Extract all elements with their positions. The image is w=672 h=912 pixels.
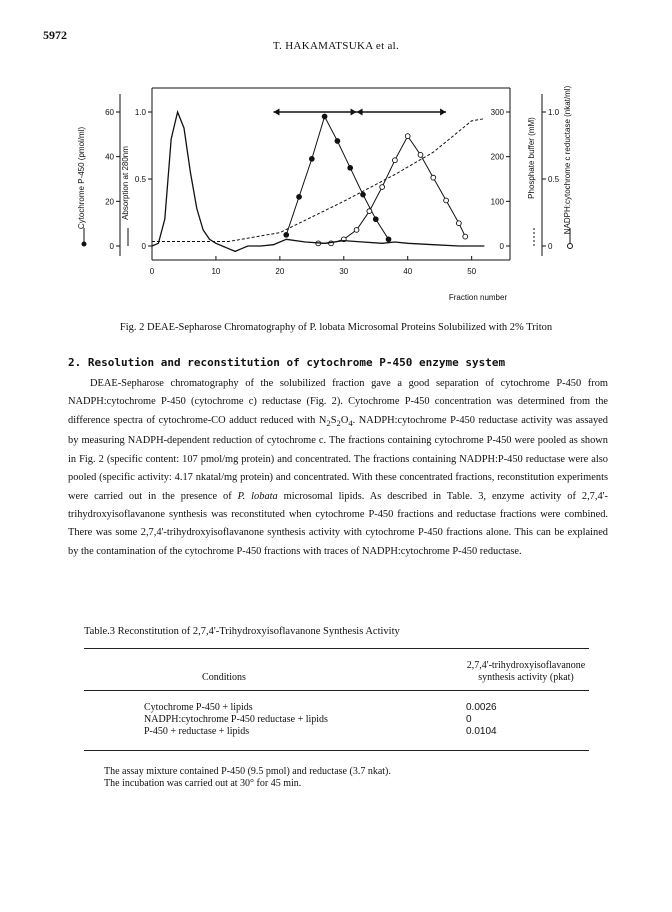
x-tick-label: 50 xyxy=(467,267,477,276)
figure-2 xyxy=(70,78,605,323)
data-point-nadph-cytochrome-c-reductase-nkat-ml xyxy=(393,158,398,163)
running-head-text: T. HAKAMATSUKA et al. xyxy=(272,40,400,52)
axis-absorption-tick-label: 0 xyxy=(141,242,146,251)
data-point-cytochrome-p-450-pmol-ml xyxy=(309,157,314,162)
axis-phosphate-label: Phosphate buffer (mM) xyxy=(527,117,536,199)
x-tick-label: 40 xyxy=(403,267,413,276)
running-head xyxy=(0,40,672,52)
x-tick-label: 20 xyxy=(275,267,285,276)
x-tick-label: 30 xyxy=(339,267,349,276)
table-caption: Table.3 Reconstitution of 2,7,4'-Trihydroxyisoflavanone Synthesis Activity xyxy=(84,626,400,637)
header-activity-line1: 2,7,4'-trihydroxyisoflavanone xyxy=(466,660,586,671)
data-point-cytochrome-p-450-pmol-ml xyxy=(297,194,302,199)
axis-phosphate-tick-label: 100 xyxy=(490,197,504,207)
data-point-cytochrome-p-450-pmol-ml xyxy=(373,217,378,222)
row-2-activity: 0 xyxy=(466,714,472,725)
axis-reductase-tick-label: 0.5 xyxy=(548,175,560,184)
row-3-activity: 0.0104 xyxy=(466,726,497,737)
row-3-condition: P-450 + reductase + lipids xyxy=(144,726,250,737)
table-note-2: The incubation was carried out at 30° for 45 min. xyxy=(104,778,302,789)
data-point-cytochrome-p-450-pmol-ml xyxy=(386,237,391,242)
data-point-nadph-cytochrome-c-reductase-nkat-ml xyxy=(405,134,410,139)
data-point-nadph-cytochrome-c-reductase-nkat-ml xyxy=(431,175,436,180)
x-tick-label: 0 xyxy=(149,267,155,276)
table-header-rule xyxy=(84,690,589,691)
results-table xyxy=(84,648,589,798)
table-note-1: The assay mixture contained P-450 (9.5 pmol) and reductase (3.7 nkat). xyxy=(104,766,391,777)
figure-caption xyxy=(0,322,672,333)
body-paragraph: DEAE-Sepharose chromatography of the solubilized fraction gave a good separation of cytochrome P-450 from NADPH:cytochrome P-450 (cytochrome c) reductase (Fig. 2). Cytochrome P-450 concentration was determined from the difference spectra of cytochrome-CO adduct reduced with $N_2S_2O_4$. NADPH:cytochrome P-450 reductase activity was assayed by measuring NADPH-dependent reduction of cytochrome c. The fractions containing cytochrome P-450 were pooled as shown in Fig. 2 (specific content: 107 pmol/mg protein) and concentrated. The fractions containing NADPH:P-450 reductase were also pooled (specific activity: 4.17 nkatal/mg protein) and concentrated. With these concentrated fractions, reconstitution experiments were carried out in the presence of P. lobata microsomal lipids. As described in Table. 3, enzyme activity of 2,7,4'-trihydroxyisoflavanone synthesis was reconstituted when cytochrome P-450 fractions and reductase fractions were combined. There was some 2,7,4'-trihydroxyisoflavanone synthesis activity with cytochrome P-450 fractions alone. This can be explained by the contamination of the cytochrome P-450 fractions with traces of NADPH:cytochrome P-450 reductase. xyxy=(68,378,609,557)
data-point-cytochrome-p-450-pmol-ml xyxy=(335,139,340,144)
chromatography-chart xyxy=(70,78,605,318)
row-1-condition: Cytochrome P-450 + lipids xyxy=(144,702,253,713)
axis-p450-tick-label: 60 xyxy=(105,108,114,117)
data-point-cytochrome-p-450-pmol-ml xyxy=(348,165,353,170)
pooling-arrowhead xyxy=(273,109,279,116)
axis-p450-tick-label: 20 xyxy=(105,197,114,207)
series-line-cytochrome-p-450-pmol-ml xyxy=(286,117,388,240)
data-point-nadph-cytochrome-c-reductase-nkat-ml xyxy=(444,198,449,203)
body-text xyxy=(68,375,608,561)
data-point-cytochrome-p-450-pmol-ml xyxy=(361,192,366,197)
axis-phosphate-tick-label: 300 xyxy=(490,108,504,117)
pooling-arrowhead xyxy=(351,109,357,116)
data-point-nadph-cytochrome-c-reductase-nkat-ml xyxy=(354,228,359,233)
axis-absorption-label: Absorption at 280nm xyxy=(121,146,130,220)
pooling-arrowhead xyxy=(440,109,446,116)
axis-reductase-tick-label: 1.0 xyxy=(548,108,560,117)
axis-p450-tick-label: 0 xyxy=(109,242,114,251)
pooling-arrowhead xyxy=(357,109,363,116)
header-conditions: Conditions xyxy=(202,672,246,683)
axis-phosphate-tick-label: 0 xyxy=(499,242,504,251)
data-point-nadph-cytochrome-c-reductase-nkat-ml xyxy=(380,185,385,190)
figure-caption-text: Fig. 2 DEAE-Sepharose Chromatography of P. lobata Microsomal Proteins Solubilized with 2% Triton xyxy=(119,322,553,333)
series-line-nadph-cytochrome-c-reductase-nkat-ml xyxy=(318,136,465,243)
axis-reductase-tick-label: 0 xyxy=(548,242,553,251)
data-point-nadph-cytochrome-c-reductase-nkat-ml xyxy=(456,221,461,226)
row-1-activity: 0.0026 xyxy=(466,702,497,713)
axis-p450-tick-label: 40 xyxy=(105,152,114,162)
axis-p450-label: Cytochrome P-450 (pmol/ml) xyxy=(77,126,86,230)
page-number: 5972 xyxy=(43,28,67,42)
x-axis-label: Fraction number xyxy=(448,293,508,302)
table-top-rule xyxy=(84,648,589,649)
header-activity-line2: synthesis activity (pkat) xyxy=(478,672,574,683)
x-tick-label: 10 xyxy=(211,267,221,276)
data-point-nadph-cytochrome-c-reductase-nkat-ml xyxy=(418,152,423,157)
data-point-cytochrome-p-450-pmol-ml xyxy=(284,232,289,237)
data-point-nadph-cytochrome-c-reductase-nkat-ml xyxy=(463,234,468,239)
axis-absorption-tick-label: 1.0 xyxy=(134,108,146,117)
legend-reductase-marker xyxy=(568,244,573,249)
section-heading: 2. Resolution and reconstitution of cytochrome P-450 enzyme system xyxy=(68,356,506,369)
axis-reductase-label: NADPH:cytochrome c reductase (nkat/ml) xyxy=(563,85,572,235)
data-point-cytochrome-p-450-pmol-ml xyxy=(322,114,327,119)
axis-phosphate-tick-label: 200 xyxy=(490,152,504,162)
series-line-absorption-at-280nm xyxy=(152,112,484,251)
axis-absorption-tick-label: 0.5 xyxy=(134,175,146,184)
table-bottom-rule xyxy=(84,750,589,751)
data-point-nadph-cytochrome-c-reductase-nkat-ml xyxy=(367,209,372,214)
row-2-condition: NADPH:cytochrome P-450 reductase + lipids xyxy=(144,714,328,725)
